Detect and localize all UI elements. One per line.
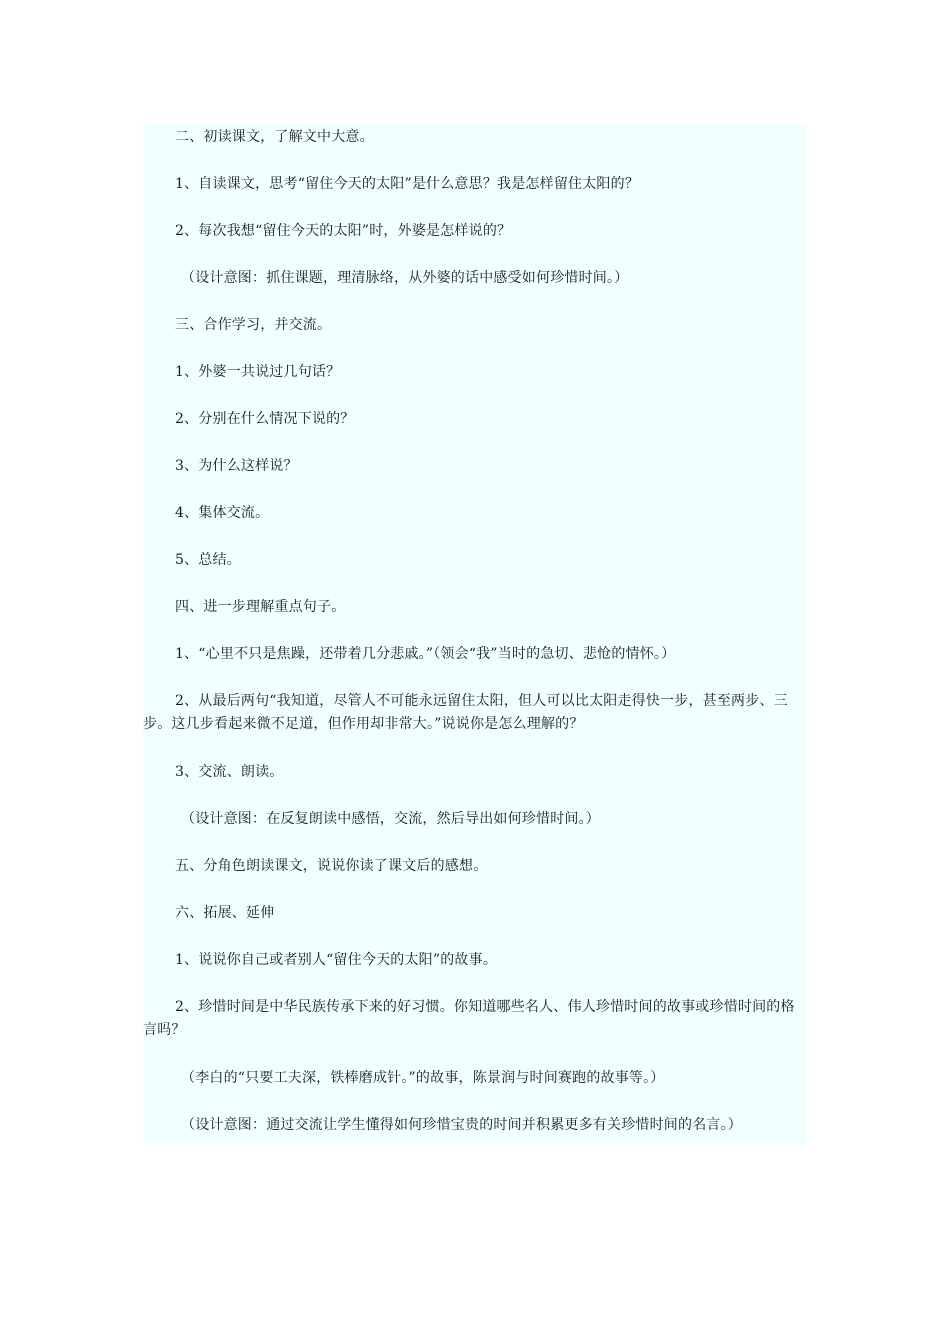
list-item: 3、交流、朗读。 xyxy=(175,764,284,780)
lesson-plan-block xyxy=(143,124,806,1144)
section-heading-4: 四、进一步理解重点句子。 xyxy=(175,599,346,615)
design-note: （设计意图：在反复朗读中感悟，交流，然后导出如何珍惜时间。） xyxy=(181,811,600,827)
list-item: 1、“心里不只是焦躁，还带着几分悲戚。”（领会“我”当时的急切、悲怆的情怀。） xyxy=(175,646,676,662)
list-item: 2、每次我想“留住今天的太阳”时，外婆是怎样说的？ xyxy=(175,223,512,239)
list-item: 5、总结。 xyxy=(175,552,241,568)
design-note: （设计意图：抓住课题，理清脉络，从外婆的话中感受如何珍惜时间。） xyxy=(181,270,629,286)
list-item: 3、为什么这样说？ xyxy=(175,458,298,474)
list-item: 2、分别在什么情况下说的？ xyxy=(175,411,355,427)
list-item: 4、集体交流。 xyxy=(175,505,270,521)
list-item: 1、外婆一共说过几句话？ xyxy=(175,364,341,380)
design-note: （设计意图：通过交流让学生懂得如何珍惜宝贵的时间并积累更多有关珍惜时间的名言。） xyxy=(181,1117,742,1133)
section-heading-6: 六、拓展、延伸 xyxy=(175,905,275,921)
example-note: （李白的“只要工夫深，铁棒磨成针。”的故事，陈景润与时间赛跑的故事等。） xyxy=(181,1070,665,1086)
section-heading-2: 二、初读课文，了解文中大意。 xyxy=(175,129,374,145)
list-item: 1、说说你自己或者别人“留住今天的太阳”的故事。 xyxy=(175,952,498,968)
section-heading-3: 三、合作学习，并交流。 xyxy=(175,317,332,333)
list-item: 2、从最后两句“我知道，尽管人不可能永远留住太阳，但人可以比太阳走得快一步，甚至两步、三步。这几步看起来微不足道，但作用却非常大。”说说你是怎么理解的？ xyxy=(143,693,788,732)
section-heading-5: 五、分角色朗读课文，说说你读了课文后的感想。 xyxy=(175,858,488,874)
list-item: 2、珍惜时间是中华民族传承下来的好习惯。你知道哪些名人、伟人珍惜时间的故事或珍惜时间的格言吗？ xyxy=(143,999,795,1038)
list-item: 1、自读课文，思考“留住今天的太阳”是什么意思？我是怎样留住太阳的？ xyxy=(175,176,640,192)
